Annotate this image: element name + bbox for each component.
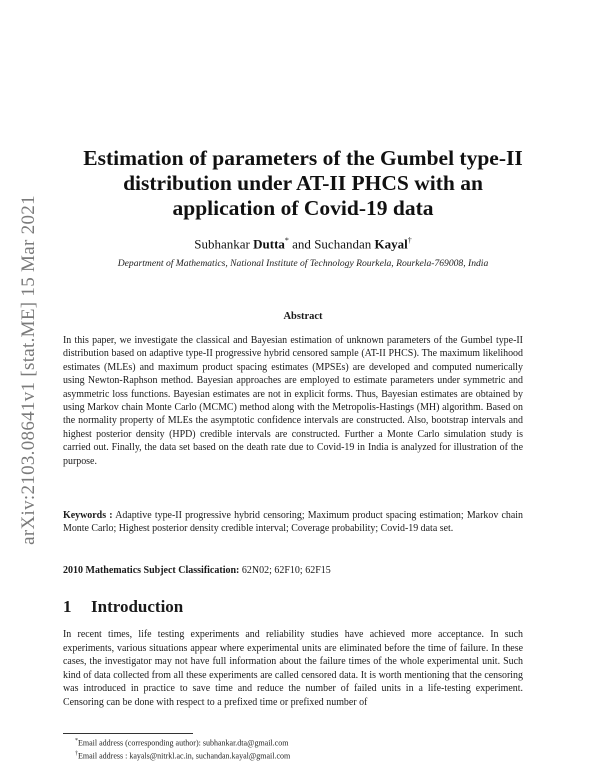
footnote-1 [75, 736, 535, 749]
footnote-1-email: subhankar.dta@gmail.com [202, 738, 289, 748]
abstract-heading: Abstract [283, 311, 323, 322]
msc-codes: 62N02; 62F10; 62F15 [241, 565, 331, 576]
footnotes [75, 736, 535, 761]
msc-classification [63, 565, 523, 576]
footnote-2 [75, 749, 535, 762]
footnote-1-mark: * [75, 738, 78, 744]
abstract-body: In this paper, we investigate the classical and Bayesian estimation of unknown parameters of the Gumbel type-II distribution based on adaptive type-II progressive hybrid censored sample (AT-II PHCS). The maximum likelihood estimates (MLEs) and maximum product spacing estimates (MPSEs) are developed and computed numerically using Newton-Raphson method. Bayesian approaches are employed to estimate parameters under symmetric and asymmetric loss functions. Bayesian estimates are not in explicit forms. Thus, Bayesian estimates are obtained by using Markov chain Monte Carlo (MCMC) method along with the Metropolis-Hastings (MH) algorithm. Based on the normality property of MLEs the asymptotic confidence intervals are constructed. Also, bootstrap intervals and highest posterior density (HPD) credible intervals are constructed. Further a Monte Carlo simulation study is carried out. Finally, the data set based on the death rate due to Covid-19 in India is analyzed for illustration of the purpose. [63, 335, 523, 467]
section-heading [63, 597, 523, 617]
arxiv-identifier-text: arXiv:2103.08641v1 [stat.ME] 15 Mar 2021 [18, 195, 40, 545]
author-list [60, 236, 546, 252]
keywords [63, 509, 523, 536]
footnote-rule [63, 733, 193, 734]
introduction-paragraph: In recent times, life testing experiments and reliability studies have achieved more acceptance. In such experiments, various situations appear where experimental units are eliminated before the time of failure. In these cases, the investigator may not have full information about the failure times of the whole experimental unit. Such kind of data collected from all these experiments are called censored data. It is worth mentioning that the censoring was introduced in practice to save time and reduce the number of failed units in a life-testing experiment. Censoring can be done with respect to a prefixed time or prefixed number of [63, 629, 523, 708]
footnote-2-label: Email address : [78, 751, 128, 761]
paper-title: Estimation of parameters of the Gumbel type-II distribution under AT-II PHCS with an application of Covid-19 data [83, 146, 523, 220]
arxiv-identifier [14, 180, 44, 560]
author-2-first-name: Suchandan [314, 236, 372, 252]
affiliation: Department of Mathematics, National Institute of Technology Rourkela, Rourkela-769008, India [117, 258, 489, 269]
author-1-mark: * [284, 236, 289, 245]
authors-joiner: and [292, 236, 311, 252]
footnote-2-email: kayals@nitrkl.ac.in, suchandan.kayal@gmail.com [129, 751, 291, 761]
footnote-2-mark: † [75, 750, 78, 757]
author-2-mark: † [407, 236, 412, 245]
author-1-last-name: Dutta [253, 236, 285, 252]
msc-label: 2010 Mathematics Subject Classification: [63, 565, 240, 576]
author-2-last-name: Kayal [374, 236, 408, 252]
section-title: Introduction [91, 597, 184, 616]
section-number: 1 [63, 597, 72, 616]
keywords-label: Keywords : [63, 510, 113, 521]
author-1-first-name: Subhankar [194, 236, 250, 252]
keywords-text: Adaptive type-II progressive hybrid censoring; Maximum product spacing estimation; Markov chain Monte Carlo; Highest posterior density credible interval; Coverage probability; Covid-19 data set. [63, 510, 524, 535]
footnote-1-label: Email address (corresponding author): [78, 738, 201, 748]
